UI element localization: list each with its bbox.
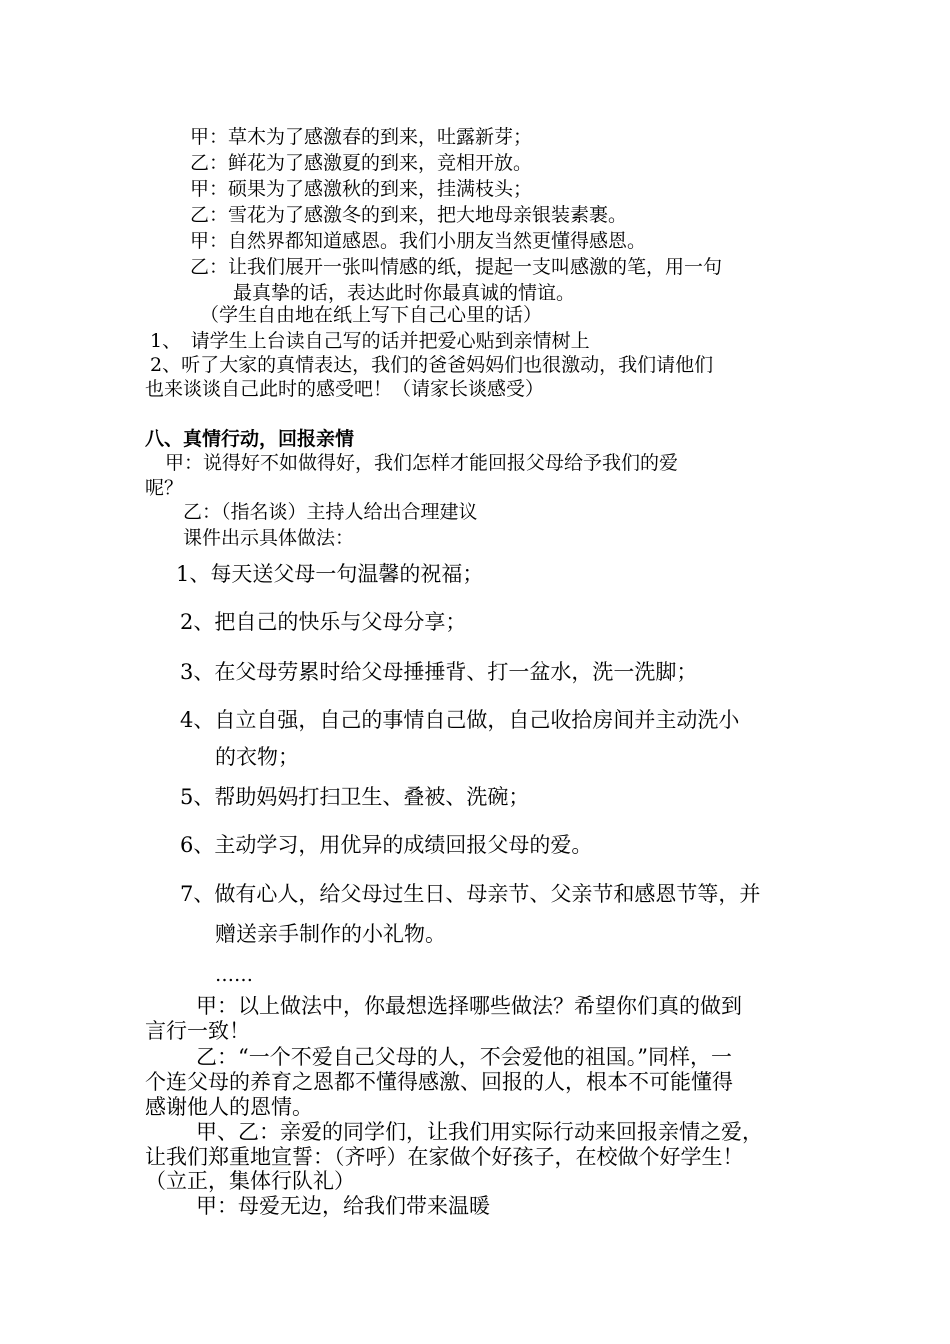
numbered-item: 2、听了大家的真情表达，我们的爸爸妈妈们也很激动，我们请他们 <box>150 354 714 376</box>
dialogue-line: 甲：草木为了感激春的到来，吐露新芽； <box>190 126 533 148</box>
list-item: 3、在父母劳累时给父母捶捶背、打一盆水，洗一洗脚； <box>180 660 698 684</box>
section-heading: 八、真情行动，回报亲情 <box>145 428 355 450</box>
list-item: 4、自立自强，自己的事情自己做，自己收拾房间并主动洗小 <box>180 708 740 732</box>
list-item: 5、帮助妈妈打扫卫生、叠被、洗碗； <box>180 785 530 809</box>
stage-direction: （学生自由地在纸上写下自己心里的话） <box>200 304 543 326</box>
dialogue-line: 甲、乙：亲爱的同学们，让我们用实际行动来回报亲情之爱， <box>196 1120 763 1144</box>
dialogue-line: 最真挚的话，表达此时你最真诚的情谊。 <box>233 282 576 304</box>
dialogue-line: 甲：说得好不如做得好，我们怎样才能回报父母给予我们的爱 <box>165 452 679 474</box>
numbered-item-continued: 也来谈谈自己此时的感受吧！（请家长谈感受） <box>145 378 545 400</box>
dialogue-line: 甲：硕果为了感激秋的到来，挂满枝头； <box>190 178 533 200</box>
dialogue-line: 甲：母爱无边，给我们带来温暖 <box>196 1194 490 1218</box>
dialogue-line: 甲：以上做法中，你最想选择哪些做法？希望你们真的做到 <box>196 994 742 1018</box>
dialogue-line: 乙：鲜花为了感激夏的到来，竞相开放。 <box>190 152 533 174</box>
dialogue-line: 甲：自然界都知道感恩。我们小朋友当然更懂得感恩。 <box>190 230 647 252</box>
dialogue-line: 乙：“一个不爱自己父母的人，不会爱他的祖国。”同样，一 <box>196 1045 732 1069</box>
dialogue-line-continued: 感谢他人的恩情。 <box>145 1095 313 1119</box>
list-item: 2、把自己的快乐与父母分享； <box>180 610 467 634</box>
dialogue-line-continued: 个连父母的养育之恩都不懂得感激、回报的人，根本不可能懂得 <box>145 1070 733 1094</box>
dialogue-line: 乙：雪花为了感激冬的到来，把大地母亲银装素裹。 <box>190 204 628 226</box>
dialogue-line-continued: 言行一致！ <box>145 1019 250 1043</box>
intro-text: 课件出示具体做法： <box>183 527 355 549</box>
dialogue-line: 乙：让我们展开一张叫情感的纸，提起一支叫感激的笔，用一句 <box>190 256 723 278</box>
list-item-continued: 赠送亲手制作的小礼物。 <box>215 922 446 946</box>
dialogue-line: 乙：（指名谈）主持人给出合理建议 <box>183 501 478 523</box>
dialogue-line-continued: 让我们郑重地宣誓：（齐呼）在家做个好孩子，在校做个好学生！ <box>145 1145 744 1169</box>
dialogue-line-continued: 呢？ <box>145 477 184 499</box>
list-item: 6、主动学习，用优异的成绩回报父母的爱。 <box>180 833 593 857</box>
stage-direction: （立正，集体行队礼） <box>145 1169 355 1193</box>
ellipsis: …… <box>215 964 253 986</box>
list-item: 1、每天送父母一句温馨的祝福； <box>176 562 484 586</box>
numbered-item: 1、 请学生上台读自己写的话并把爱心贴到亲情树上 <box>150 330 590 352</box>
list-item: 7、做有心人，给父母过生日、母亲节、父亲节和感恩节等，并 <box>180 882 761 906</box>
list-item-continued: 的衣物； <box>215 745 299 769</box>
